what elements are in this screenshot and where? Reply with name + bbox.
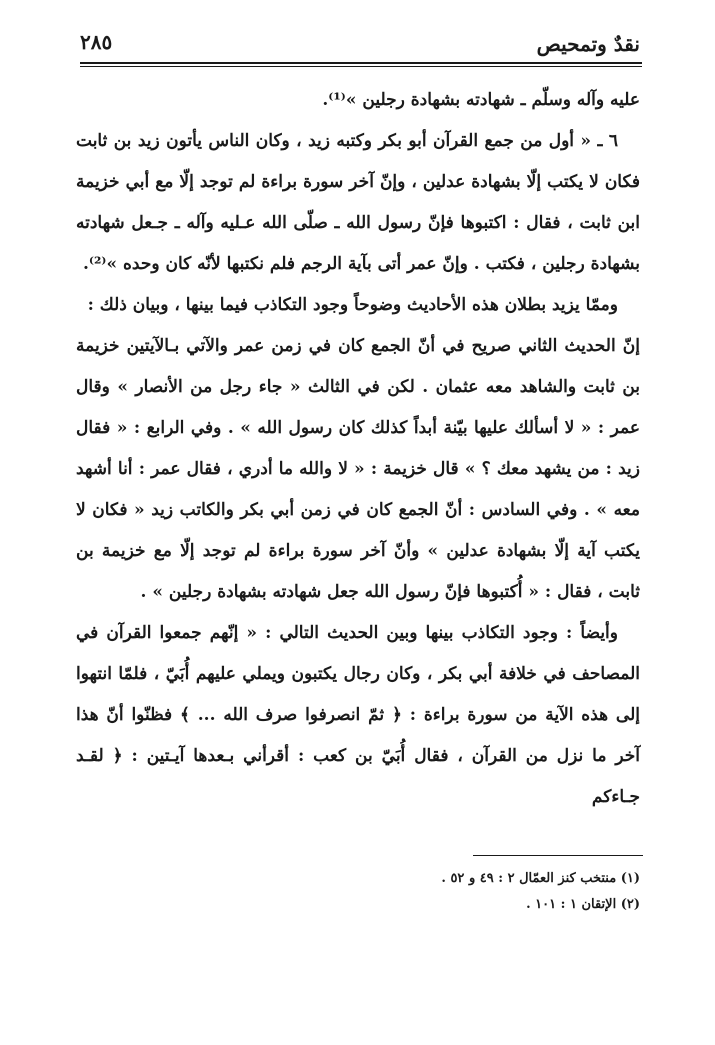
paragraph-4: إنّ الحديث الثاني صريح في أنّ الجمع كان في زمن عمر والآتي بـالآيتين خزيمة بن ثابت والشاهد معه عثمان . لكن في الثالث « جاء رجل من الأنصار » وقال عمر : « لا أسألك عليها بيّنة أبداً كذلك كان رسول الله » . وفي الرابع : « فقال زيد : من يشهد معك ؟ » قال خزيمة : « لا والله ما أدري ، فقال عمر : أنا أشهد معه » . وفي السادس : أنّ الجمع كان في زمن أبي بكر والكاتب زيد « فكان لا يكتب آية إلّا بشهادة عدلين » وأنّ آخر سورة براءة لم توجد إلّا مع خزيمة بن ثابت ، فقال : « أُكتبوها فإنّ رسول الله جعل شهادته بشهادة رجلين » . [76,336,640,602]
header-rule-thin [80,66,642,67]
page-number: ٢٨٥ [80,30,113,54]
page-header [80,28,640,58]
paragraph-1: عليه وآله وسلّم ـ شهادته بشهادة رجلين »⁽¹⁾. [322,90,640,110]
running-title: نقدٌ وتمحيص [536,32,640,56]
header-rule-thick [80,62,642,64]
footnote-1: (١) منتخب كنز العمّال ٢ : ٤٩ و ٥٢ . [441,871,640,886]
paragraph-5: وأيضاً : وجود التكاذب بينها وبين الحديث التالي : « إنّهم جمعوا القرآن في المصاحف في خلافة أبي بكر ، وكان رجال يكتبون ويملي عليهم أُبَيّ ، فلمّا انتهوا إلى هذه الآية من سورة براءة : ﴿ ثمّ انصرفوا صرف الله ... ﴾ فظنّوا أنّ هذا آخر ما نزل من القرآن ، فقال أُبَيّ بن كعب : أقرأني بـعدها آيـتين : ﴿ لقـد جـاءكم [76,623,640,807]
footnote-2: (٢) الإتقان ١ : ١٠١ . [526,897,640,912]
main-text [76,80,640,818]
footnote-separator [473,855,643,856]
paragraph-2: ٦ ـ « أول من جمع القرآن أبو بكر وكتبه زيد ، وكان الناس يأتون زيد بن ثابت فكان لا يكتب إلّا بشهادة عدلين ، وإنّ آخر سورة براءة لم توجد إلّا مع أبي خزيمة ابن ثابت ، فقال : اكتبوها فإنّ رسول الله ـ صلّى الله عـليه وآله ـ جـعل شهادته بشهادة رجلين ، فكتب . وإنّ عمر أتى بآية الرجم فلم نكتبها لأنّه كان وحده »⁽²⁾. [76,131,640,274]
paragraph-3: وممّا يزيد بطلان هذه الأحاديث وضوحاً وجود التكاذب فيما بينها ، وبيان ذلك : [87,295,618,315]
footnotes [76,866,640,918]
